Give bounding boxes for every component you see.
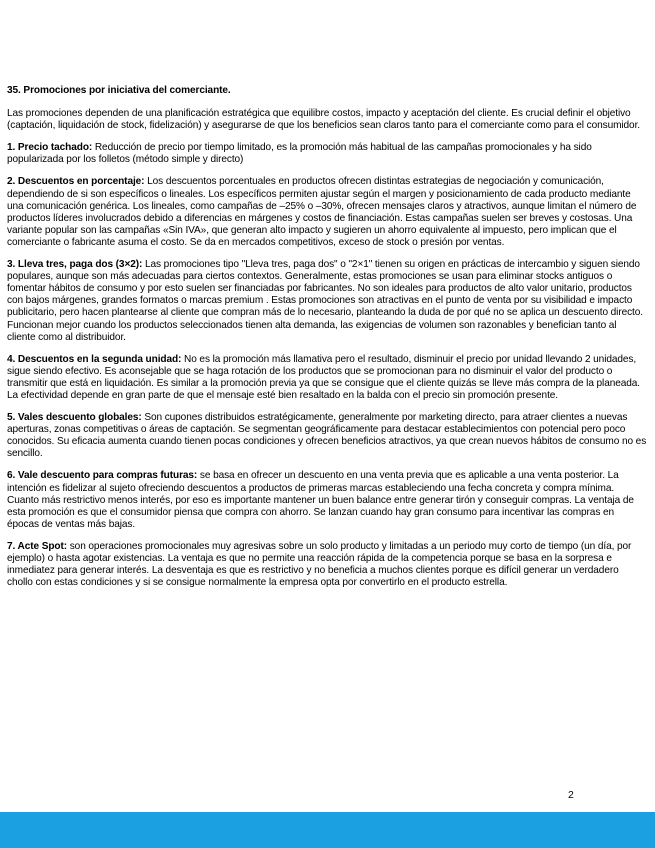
section-title: 35. Promociones por iniciativa del comerciante. [7, 85, 231, 96]
item-title: 1. Precio tachado: [7, 142, 93, 154]
item-title: 2. Descuentos en porcentaje: [7, 176, 145, 188]
item-title: 3. Lleva tres, paga dos (3×2): [7, 259, 143, 271]
page-content [7, 85, 647, 599]
item-text: No es la promoción más llamativa pero el resultado, disminuir el precio por unidad llevando 2 unidades, sigue siendo efectivo. Es aconsejable que se haga rotación de los productos que se promocionan para no disminuir el valor del producto o transmitir que está en liquidación. Es similar a la promoción previa ya que se consigue que el cliente quizás se lleve más compra de la planeada. La efectividad depende en gran parte de que el mensaje esté bien resaltado en la balda con el precio sin promoción presente. [7, 353, 640, 401]
item-vale-compras-futuras [7, 470, 647, 530]
item-text: Los descuentos porcentuales en productos ofrecen distintas estrategias de negociación y comunicación, dependiendo de si son específicos o lineales. Los específicos permiten ajustar según el margen y posicionamiento de cada producto mediante una comunicación genérica. Los lineales, como campañas de –25% o –30%, ofrecen mensajes claros y atractivos, aunque limitan el número de productos líderes involucrados debido a diferencias en márgenes y costos de financiación. Estas campañas suelen ser breves y costosas. Una variante popular son las campañas «Sin IVA», que generan alto impacto y sugieren un ahorro equivalente al impuesto, pero implican que el comerciante o fabricante asuma el costo. Se da en mercados competitivos, exceso de stock o presión por ventas. [7, 176, 637, 248]
page-number: 2 [568, 789, 574, 801]
item-segunda-unidad [7, 354, 647, 402]
item-precio-tachado [7, 142, 647, 166]
item-acte-spot [7, 541, 647, 589]
item-title: 5. Vales descuento globales: [7, 412, 142, 424]
item-text: se basa en ofrecer un descuento en una venta previa que es aplicable a una venta posterior. La intención es fidelizar al sujeto ofreciendo descuentos a productos de primeras marcas estableciendo una fecha concreta y compra mínima. Cuanto más restrictivo menos interés, por eso es importante mantener un buen balance entre generar tirón y conseguir compras. La ventaja de esta promoción es que el consumidor piensa que compra con ahorro. Se lanzan cuando hay gran consumo para incentivar las compras en épocas de ventas más bajas. [7, 470, 634, 530]
item-title: 4. Descuentos en la segunda unidad: [7, 353, 182, 365]
item-title: 6. Vale descuento para compras futuras: [7, 470, 198, 482]
footer-bar [0, 812, 655, 848]
item-descuentos-porcentaje [7, 176, 647, 249]
item-lleva-tres-paga-dos [7, 259, 647, 344]
item-text: son operaciones promocionales muy agresivas sobre un solo producto y limitadas a un periodo muy corto de tiempo (un día, por ejemplo) o hasta agotar existencias. La ventaja es que no permite una reacción rápida de la competencia porque se basa en la sorpresa e inmediatez para generar interés. La desventaja es que es restrictivo y no beneficia a muchos clientes porque es difícil generar un verdadero chollo con estas condiciones y si se consigue normalmente la empresa opta por convertirlo en el producto estrella. [7, 540, 632, 589]
item-text: Las promociones tipo "Lleva tres, paga dos" o "2×1" tienen su origen en prácticas de intercambio y siguen siendo populares, aunque son más adecuadas para ciertos contextos. Generalmente, estas promociones se usan para eliminar stocks antiguos o fomentar hábitos de consumo y por esto suelen ser financiadas por fabricantes. No son ideales para productos de alto valor unitario, productos con bajos márgenes, grandes formatos o marcas premium . Estas promociones son atractivas en el punto de venta por su visibilidad e impacto publicitario, pero hacen plantearse al cliente que compran más de lo necesario, planteando la duda de por qué no se aplica un descuento directo. Funcionan mejor cuando los productos seleccionados tienen alta demanda, las exigencias de volumen son razonables y benefician tanto al cliente como al distribuidor. [7, 259, 643, 343]
item-text: Son cupones distribuidos estratégicamente, generalmente por marketing directo, para atraer clientes a nuevas aperturas, zonas competitivas o áreas de captación. Se segmentan geográficamente para destacar establecimientos con potencial pero poco conocidos. Su eficacia aumenta cuando tienen pocas condiciones y ofrecen beneficios atractivos, ya que crean nuevos hábitos de consumo no es sencillo. [7, 412, 647, 460]
intro-paragraph: Las promociones dependen de una planificación estratégica que equilibre costos, impacto y aceptación del cliente. Es crucial definir el objetivo (captación, liquidación de stock, fidelización) y asegurarse de que los beneficios sean claros tanto para el comerciante como para el consumidor. [7, 108, 640, 132]
item-text: Reducción de precio por tiempo limitado, es la promoción más habitual de las campañas promocionales y ha sido popularizada por los folletos (método simple y directo) [7, 142, 592, 166]
item-vales-globales [7, 412, 647, 460]
item-title: 7. Acte Spot: [7, 540, 68, 552]
